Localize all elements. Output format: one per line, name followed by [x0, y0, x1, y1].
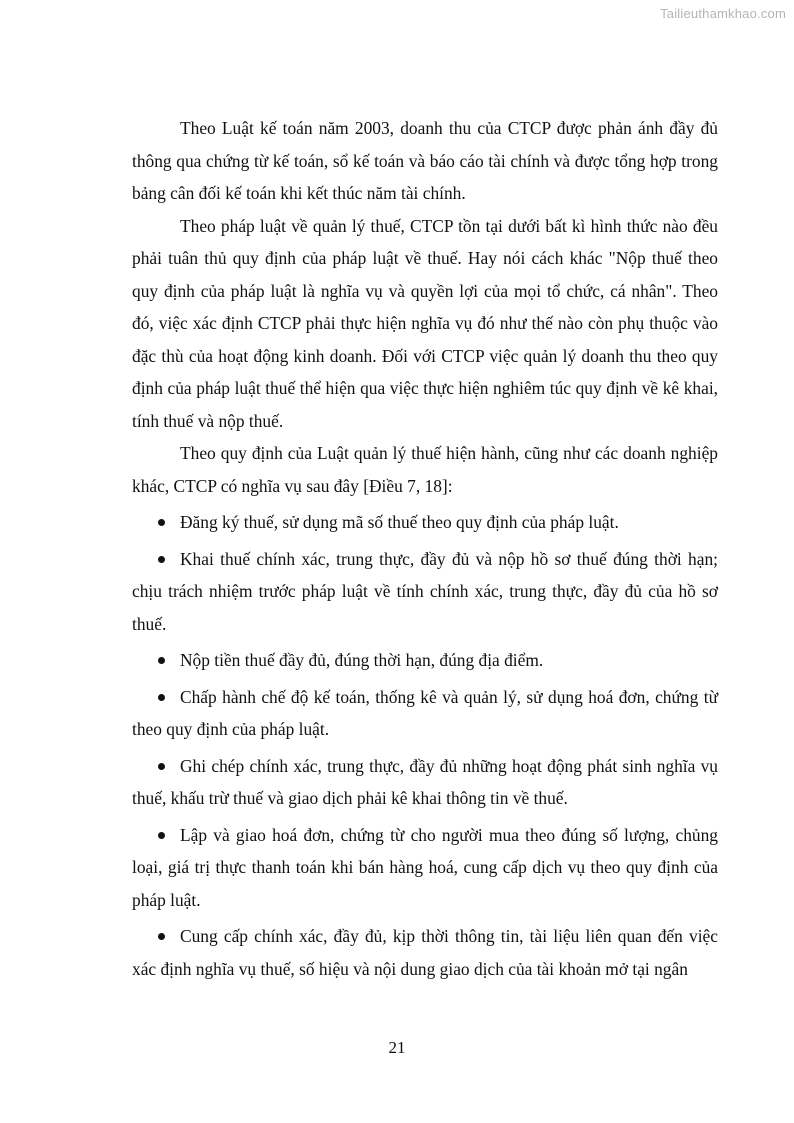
- bullet-icon: [158, 694, 165, 701]
- list-item: [132, 681, 718, 746]
- list-item-text: Chấp hành chế độ kế toán, thống kê và quản lý, sử dụng hoá đơn, chứng từ theo quy định của pháp luật.: [132, 686, 718, 739]
- list-item-text: Lập và giao hoá đơn, chứng từ cho người mua theo đúng số lượng, chủng loại, giá trị thực thanh toán khi bán hàng hoá, cung cấp dịch vụ theo quy định của pháp luật.: [132, 824, 718, 910]
- list-item-text: Nộp tiền thuế đầy đủ, đúng thời hạn, đúng địa điểm.: [180, 650, 544, 670]
- list-item: [132, 750, 718, 815]
- bullet-icon: [158, 657, 165, 664]
- paragraph-obligations-intro: Theo quy định của Luật quản lý thuế hiện hành, cũng như các doanh nghiệp khác, CTCP có nghĩa vụ sau đây [Điều 7, 18]:: [132, 443, 718, 496]
- list-item-text: Khai thuế chính xác, trung thực, đầy đủ và nộp hồ sơ thuế đúng thời hạn; chịu trách nhiệm trước pháp luật về tính chính xác, trung thực, đầy đủ của hồ sơ thuế.: [132, 548, 718, 634]
- list-item: [132, 819, 718, 917]
- paragraph-accounting-law: Theo Luật kế toán năm 2003, doanh thu của CTCP được phản ánh đầy đủ thông qua chứng từ kế toán, sổ kế toán và báo cáo tài chính và được tổng hợp trong bảng cân đối kế toán khi kết thúc năm tài chính.: [132, 118, 718, 203]
- list-item: [132, 644, 718, 677]
- paragraph-tax-law: Theo pháp luật về quản lý thuế, CTCP tồn tại dưới bất kì hình thức nào đều phải tuân thủ quy định của pháp luật về thuế. Hay nói cách khác "Nộp thuế theo quy định của pháp luật là nghĩa vụ và quyền lợi của mọi tổ chức, cá nhân". Theo đó, việc xác định CTCP phải thực hiện nghĩa vụ đó như thế nào còn phụ thuộc vào đặc thù của hoạt động kinh doanh. Đối với CTCP việc quản lý doanh thu theo quy định của pháp luật thuế thể hiện qua việc thực hiện nghiêm túc quy định về kê khai, tính thuế và nộp thuế.: [132, 215, 718, 431]
- bullet-icon: [158, 763, 165, 770]
- page-number: 21: [388, 1038, 406, 1057]
- bullet-icon: [158, 519, 165, 526]
- list-item-text: Đăng ký thuế, sử dụng mã số thuế theo quy định của pháp luật.: [180, 512, 619, 532]
- list-item-text: Ghi chép chính xác, trung thực, đầy đủ những hoạt động phát sinh nghĩa vụ thuế, khấu trừ thuế và giao dịch phải kê khai thông tin về thuế.: [132, 755, 718, 808]
- document-body: [132, 112, 718, 985]
- list-item: [132, 506, 718, 539]
- watermark-text: Tailieuthamkhao.com: [660, 6, 786, 21]
- obligations-list: [132, 506, 718, 985]
- bullet-icon: [158, 933, 165, 940]
- bullet-icon: [158, 556, 165, 563]
- list-item: [132, 543, 718, 641]
- list-item: [132, 920, 718, 985]
- list-item-text: Cung cấp chính xác, đầy đủ, kịp thời thông tin, tài liệu liên quan đến việc xác định nghĩa vụ thuế, số hiệu và nội dung giao dịch của tài khoản mở tại ngân: [132, 926, 718, 979]
- bullet-icon: [158, 832, 165, 839]
